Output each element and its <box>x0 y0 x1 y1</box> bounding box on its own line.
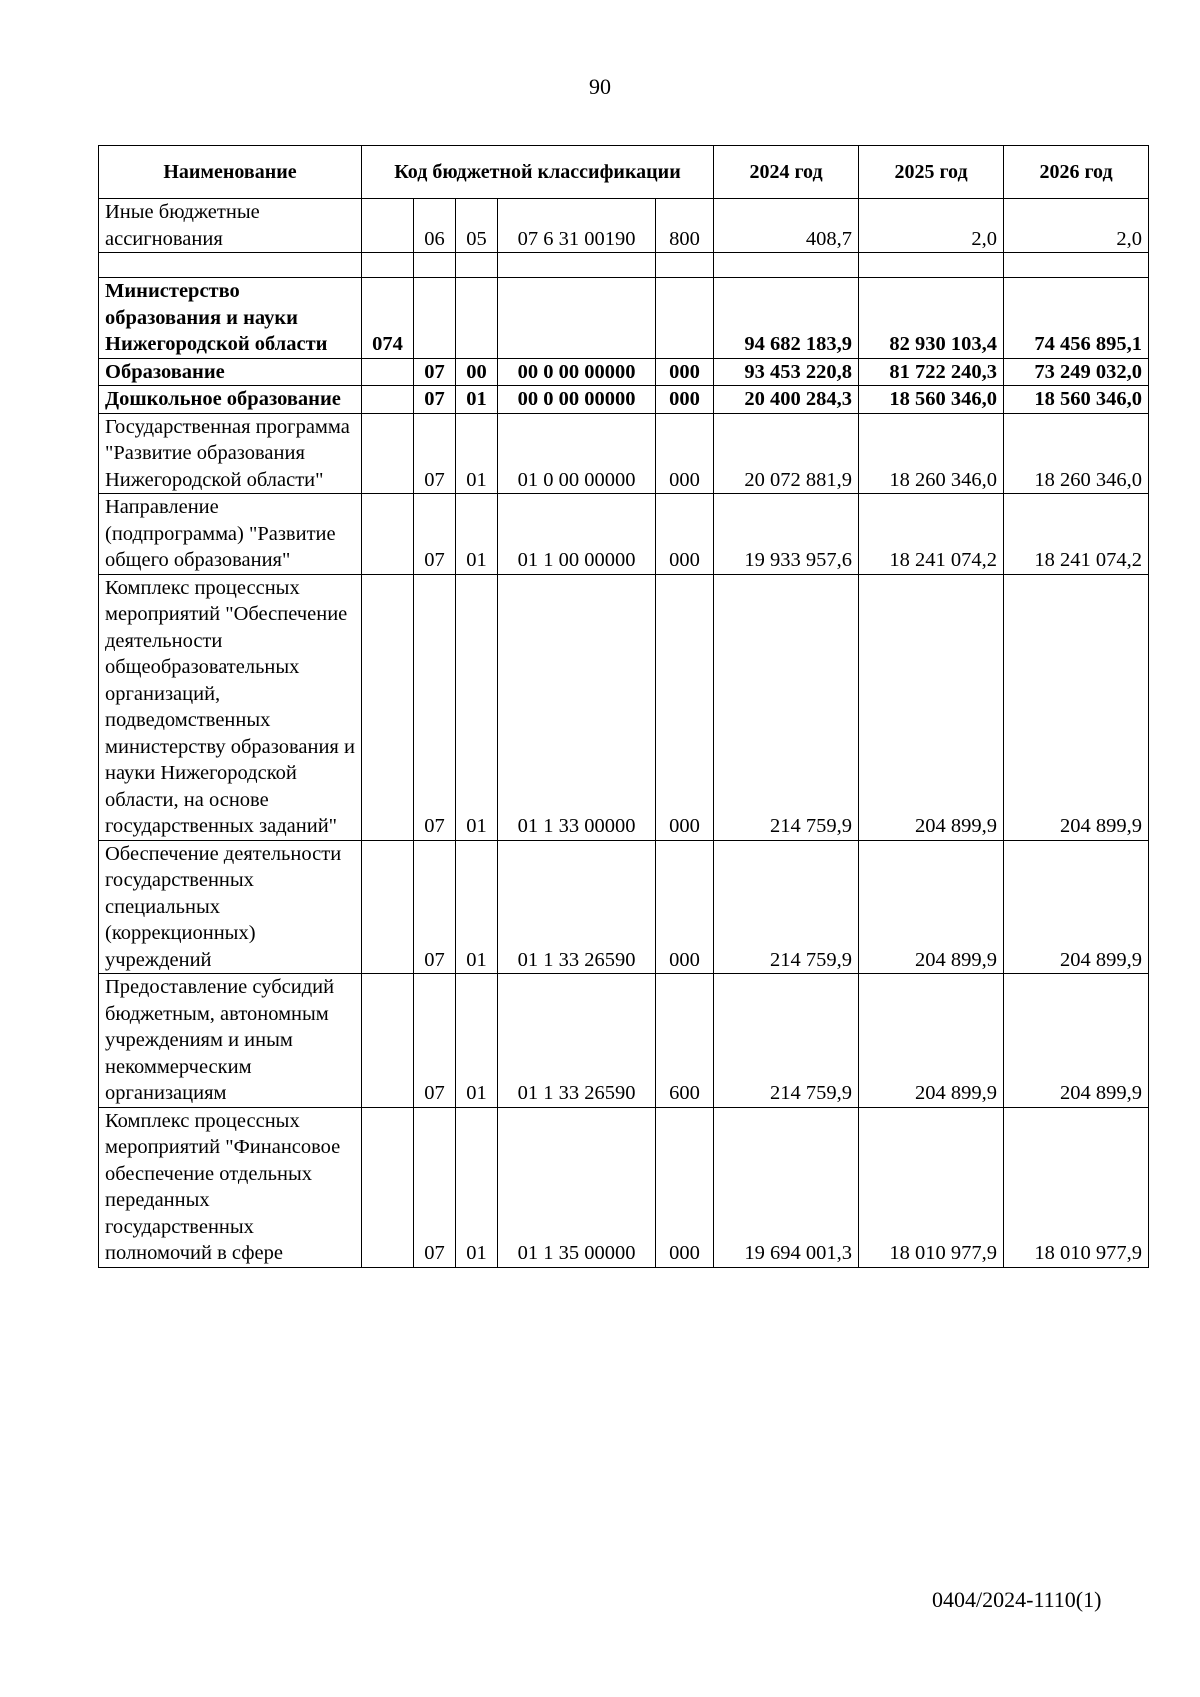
cell-section <box>414 253 456 278</box>
cell-2026 <box>1004 253 1149 278</box>
cell-ministry-code <box>362 413 414 494</box>
cell-2026: 74 456 895,1 <box>1004 278 1149 359</box>
cell-target-article: 00 0 00 00000 <box>498 358 656 386</box>
budget-table <box>98 145 1149 1268</box>
page-number: 90 <box>589 74 611 99</box>
cell-section: 07 <box>414 574 456 840</box>
cell-2024: 19 694 001,3 <box>714 1107 859 1267</box>
cell-subsection: 01 <box>456 574 498 840</box>
cell-section: 07 <box>414 386 456 414</box>
cell-ministry-code <box>362 358 414 386</box>
cell-target-article: 01 1 33 26590 <box>498 840 656 974</box>
cell-ministry-code <box>362 840 414 974</box>
cell-expense-type: 000 <box>656 386 714 414</box>
cell-2024: 20 400 284,3 <box>714 386 859 414</box>
cell-2025: 2,0 <box>859 199 1004 253</box>
cell-name: Направление (подпрограмма) "Развитие общего образования" <box>99 494 362 575</box>
cell-2024: 20 072 881,9 <box>714 413 859 494</box>
cell-target-article: 01 1 00 00000 <box>498 494 656 575</box>
cell-subsection: 01 <box>456 840 498 974</box>
cell-2025 <box>859 253 1004 278</box>
cell-ministry-code <box>362 974 414 1108</box>
cell-2024: 214 759,9 <box>714 574 859 840</box>
table-row <box>99 574 1149 840</box>
document-code: 0404/2024-1110(1) <box>932 1587 1102 1612</box>
cell-target-article: 01 0 00 00000 <box>498 413 656 494</box>
cell-ministry-code <box>362 494 414 575</box>
cell-2025: 204 899,9 <box>859 840 1004 974</box>
header-2025: 2025 год <box>859 146 1004 199</box>
table-row <box>99 974 1149 1108</box>
cell-2024: 94 682 183,9 <box>714 278 859 359</box>
table-row <box>99 278 1149 359</box>
cell-expense-type: 000 <box>656 494 714 575</box>
cell-expense-type: 000 <box>656 574 714 840</box>
table-row <box>99 358 1149 386</box>
table-row <box>99 1107 1149 1267</box>
cell-name: Иные бюджетные ассигнования <box>99 199 362 253</box>
cell-section: 07 <box>414 358 456 386</box>
cell-2026: 18 260 346,0 <box>1004 413 1149 494</box>
cell-subsection: 01 <box>456 974 498 1108</box>
cell-2026: 18 560 346,0 <box>1004 386 1149 414</box>
cell-expense-type: 800 <box>656 199 714 253</box>
cell-ministry-code <box>362 199 414 253</box>
cell-name: Государственная программа "Развитие образования Нижегородской области" <box>99 413 362 494</box>
cell-2024: 214 759,9 <box>714 974 859 1108</box>
cell-name <box>99 253 362 278</box>
cell-expense-type: 000 <box>656 840 714 974</box>
cell-target-article: 01 1 35 00000 <box>498 1107 656 1267</box>
cell-target-article: 01 1 33 00000 <box>498 574 656 840</box>
cell-ministry-code <box>362 253 414 278</box>
cell-name: Комплекс процессных мероприятий "Финансовое обеспечение отдельных переданных государственных полномочий в сфере <box>99 1107 362 1267</box>
cell-2025: 82 930 103,4 <box>859 278 1004 359</box>
cell-subsection: 01 <box>456 413 498 494</box>
cell-expense-type: 600 <box>656 974 714 1108</box>
cell-target-article: 07 6 31 00190 <box>498 199 656 253</box>
cell-section: 07 <box>414 494 456 575</box>
cell-subsection: 00 <box>456 358 498 386</box>
cell-expense-type: 000 <box>656 358 714 386</box>
cell-subsection <box>456 278 498 359</box>
cell-expense-type: 000 <box>656 1107 714 1267</box>
cell-subsection: 05 <box>456 199 498 253</box>
cell-name: Комплекс процессных мероприятий "Обеспечение деятельности общеобразовательных организаций, подведомственных министерству образования и науки Нижегородской области, на основе государственных заданий" <box>99 574 362 840</box>
cell-2026: 204 899,9 <box>1004 974 1149 1108</box>
cell-2026: 73 249 032,0 <box>1004 358 1149 386</box>
cell-section: 07 <box>414 413 456 494</box>
cell-ministry-code: 074 <box>362 278 414 359</box>
cell-section: 07 <box>414 974 456 1108</box>
cell-section <box>414 278 456 359</box>
header-name: Наименование <box>99 146 362 199</box>
cell-name: Дошкольное образование <box>99 386 362 414</box>
cell-target-article: 00 0 00 00000 <box>498 386 656 414</box>
table-row <box>99 494 1149 575</box>
cell-2024 <box>714 253 859 278</box>
header-2024: 2024 год <box>714 146 859 199</box>
table-row <box>99 840 1149 974</box>
cell-ministry-code <box>362 574 414 840</box>
table-row <box>99 253 1149 278</box>
cell-2025: 18 241 074,2 <box>859 494 1004 575</box>
cell-2024: 214 759,9 <box>714 840 859 974</box>
cell-subsection <box>456 253 498 278</box>
cell-2026: 204 899,9 <box>1004 574 1149 840</box>
cell-2024: 19 933 957,6 <box>714 494 859 575</box>
cell-2025: 204 899,9 <box>859 574 1004 840</box>
header-2026: 2026 год <box>1004 146 1149 199</box>
cell-2026: 204 899,9 <box>1004 840 1149 974</box>
header-code: Код бюджетной классификации <box>362 146 714 199</box>
cell-expense-type <box>656 253 714 278</box>
cell-ministry-code <box>362 1107 414 1267</box>
table-row <box>99 386 1149 414</box>
cell-2026: 18 010 977,9 <box>1004 1107 1149 1267</box>
cell-section: 07 <box>414 840 456 974</box>
cell-2025: 18 010 977,9 <box>859 1107 1004 1267</box>
cell-expense-type: 000 <box>656 413 714 494</box>
cell-2026: 18 241 074,2 <box>1004 494 1149 575</box>
cell-section: 06 <box>414 199 456 253</box>
cell-ministry-code <box>362 386 414 414</box>
cell-name: Обеспечение деятельности государственных специальных (коррекционных) учреждений <box>99 840 362 974</box>
cell-target-article <box>498 253 656 278</box>
cell-subsection: 01 <box>456 494 498 575</box>
cell-2024: 408,7 <box>714 199 859 253</box>
cell-2025: 18 260 346,0 <box>859 413 1004 494</box>
cell-name: Образование <box>99 358 362 386</box>
cell-target-article: 01 1 33 26590 <box>498 974 656 1108</box>
cell-name: Предоставление субсидий бюджетным, автономным учреждениям и иным некоммерческим организациям <box>99 974 362 1108</box>
cell-target-article <box>498 278 656 359</box>
cell-2025: 81 722 240,3 <box>859 358 1004 386</box>
cell-subsection: 01 <box>456 386 498 414</box>
cell-2025: 18 560 346,0 <box>859 386 1004 414</box>
cell-2026: 2,0 <box>1004 199 1149 253</box>
cell-subsection: 01 <box>456 1107 498 1267</box>
cell-expense-type <box>656 278 714 359</box>
cell-section: 07 <box>414 1107 456 1267</box>
cell-name: Министерство образования и науки Нижегородской области <box>99 278 362 359</box>
table-row <box>99 413 1149 494</box>
table-header-row <box>99 146 1149 199</box>
cell-2025: 204 899,9 <box>859 974 1004 1108</box>
cell-2024: 93 453 220,8 <box>714 358 859 386</box>
table-row <box>99 199 1149 253</box>
